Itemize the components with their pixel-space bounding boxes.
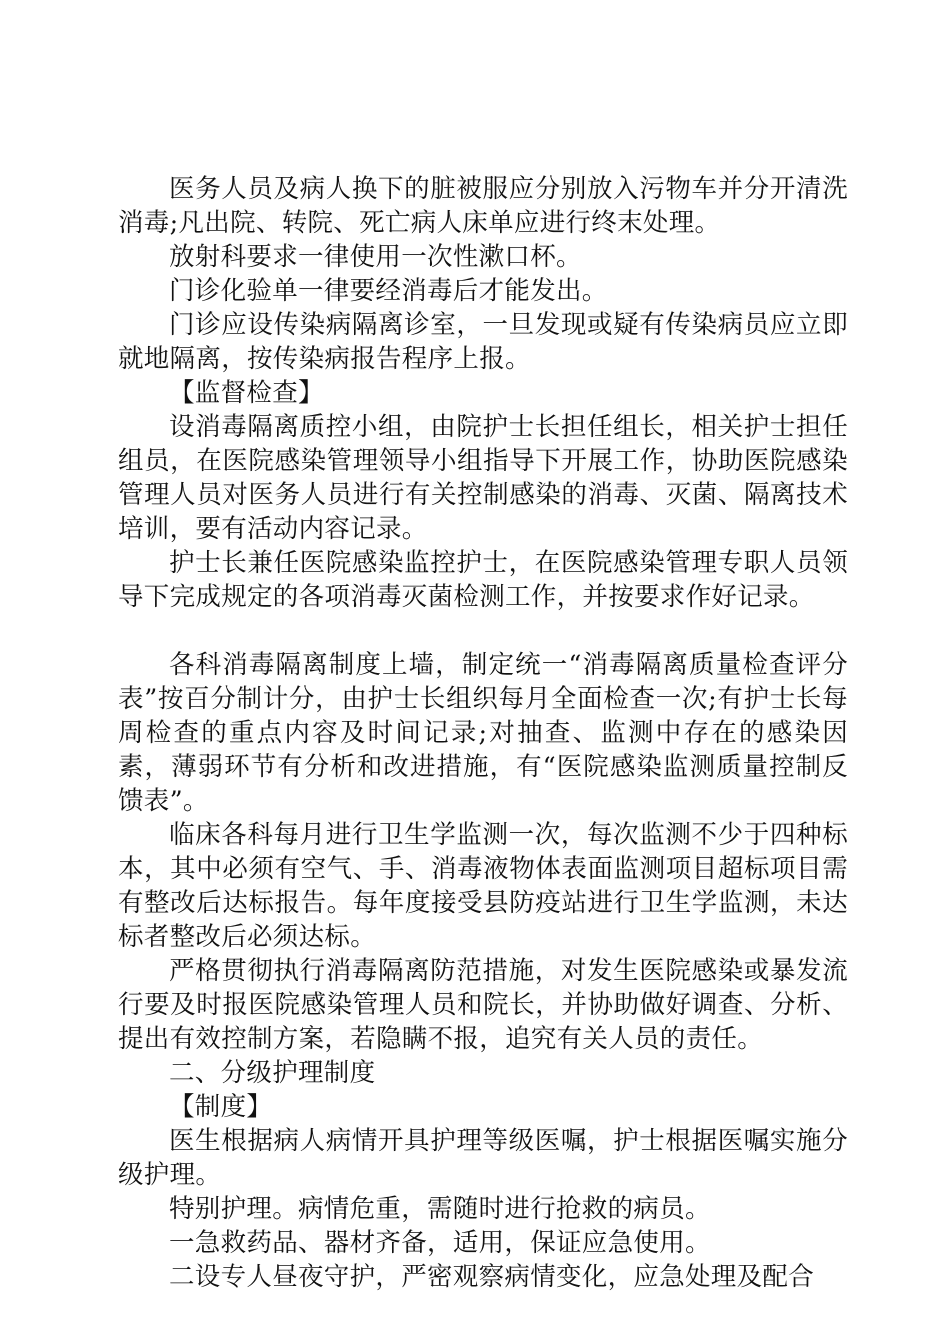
paragraph-head-nurse-monitor: 护士长兼任医院感染监控护士，在医院感染管理专职人员领导下完成规定的各项消毒灭菌检测工作，并按要求作好记录。 xyxy=(118,548,848,612)
document-body xyxy=(118,172,848,1294)
paragraph-special-care: 特别护理。病情危重，需随时进行抢救的病员。 xyxy=(169,1194,711,1224)
paragraph-dedicated-staff: 二设专人昼夜守护，严密观察病情变化，应急处理及配合 xyxy=(169,1262,815,1292)
paragraph-qc-group: 设消毒隔离质控小组，由院护士长担任组长，相关护士担任组员，在医院感染管理领导小组指导下开展工作，协助医院感染管理人员对医务人员进行有关控制感染的消毒、灭菌、隔离技术培训，要有活动内容记录。 xyxy=(118,412,848,544)
section-heading-system: 【制度】 xyxy=(169,1092,273,1122)
paragraph-emergency-supplies: 一急救药品、器材齐备，适用，保证应急使用。 xyxy=(169,1228,711,1258)
section-heading-graded-care: 二、分级护理制度 xyxy=(169,1058,376,1088)
paragraph-isolation-room: 门诊应设传染病隔离诊室，一旦发现或疑有传染病员应立即就地隔离，按传染病报告程序上报。 xyxy=(118,310,848,374)
paragraph-hygiene-monitoring: 临床各科每月进行卫生学监测一次，每次监测不少于四种标本，其中必须有空气、手、消毒液物体表面监测项目超标项目需有整改后达标报告。每年度接受县防疫站进行卫生学监测，未达标者整改后必须达标。 xyxy=(118,820,848,952)
paragraph-prevention-measures: 严格贯彻执行消毒隔离防范措施，对发生医院感染或暴发流行要及时报医院感染管理人员和院长，并协助做好调查、分析、提出有效控制方案，若隐瞒不报，追究有关人员的责任。 xyxy=(118,956,848,1054)
paragraph-doctor-orders: 医生根据病人病情开具护理等级医嘱，护士根据医嘱实施分级护理。 xyxy=(118,1126,848,1190)
paragraph-wall-rules: 各科消毒隔离制度上墙，制定统一“消毒隔离质量检查评分表”按百分制计分，由护士长组织每月全面检查一次;有护士长每周检查的重点内容及时间记录;对抽查、监测中存在的感染因素，薄弱环节有分析和改进措施，有“医院感染监测质量控制反馈表”。 xyxy=(118,650,848,816)
section-heading-supervision: 【监督检查】 xyxy=(169,378,324,408)
paragraph-dirty-linen: 医务人员及病人换下的脏被服应分别放入污物车并分开清洗消毒;凡出院、转院、死亡病人床单应进行终末处理。 xyxy=(118,174,848,238)
paragraph-radiology-cups: 放射科要求一律使用一次性漱口杯。 xyxy=(169,242,582,272)
paragraph-lab-forms: 门诊化验单一律要经消毒后才能发出。 xyxy=(169,276,608,306)
